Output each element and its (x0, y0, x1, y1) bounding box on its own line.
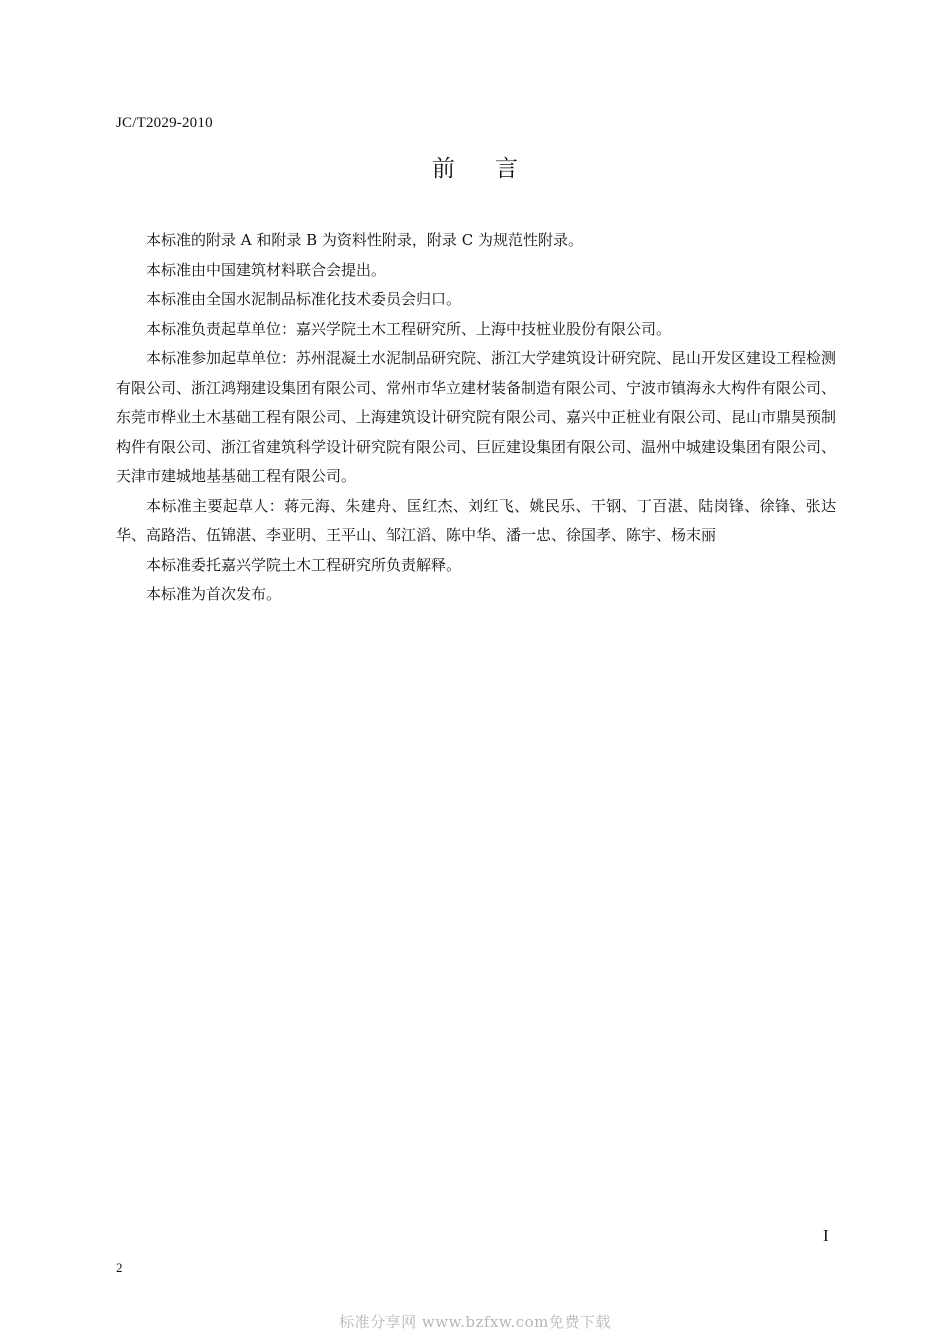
page-title: 前言 (432, 156, 558, 182)
document-body (116, 226, 836, 610)
watermark-text: 标准分享网 www.bzfxw.com免费下载 (339, 1313, 611, 1331)
paragraph-first-release: 本标准为首次发布。 (146, 585, 282, 603)
paragraph-lead-drafters: 本标准负责起草单位：嘉兴学院土木工程研究所、上海中技桩业股份有限公司。 (146, 319, 672, 338)
paragraph-main-drafters: 本标准主要起草人：蒋元海、朱建舟、匡红杰、刘红飞、姚民乐、干钢、丁百湛、陆岗锋、徐锋、张达华、高路浩、伍锦湛、李亚明、王平山、邹江滔、陈中华、潘一忠、徐国孝、陈宇、杨末丽 (116, 496, 836, 544)
roman-page-number: I (823, 1226, 829, 1245)
paragraph-committee: 本标准由全国水泥制品标准化技术委员会归口。 (146, 290, 462, 308)
page-number: 2 (116, 1260, 123, 1275)
document-code: JC/T2029-2010 (116, 115, 213, 131)
paragraph-interpretation: 本标准委托嘉兴学院土木工程研究所负责解释。 (146, 555, 462, 574)
paragraph-proposer: 本标准由中国建筑材料联合会提出。 (146, 260, 387, 279)
paragraph-participating-drafters: 本标准参加起草单位：苏州混凝土水泥制品研究院、浙江大学建筑设计研究院、昆山开发区建设工程检测有限公司、浙江鸿翔建设集团有限公司、常州市华立建材装备制造有限公司、宁波市镇海永大构件有限公司、东莞市桦业土木基础工程有限公司、上海建筑设计研究院有限公司、嘉兴中正桩业有限公司、昆山市鼎昊预制构件有限公司、浙江省建筑科学设计研究院有限公司、巨匠建设集团有限公司、温州中城建设集团有限公司、天津市建城地基基础工程有限公司。 (116, 349, 837, 485)
paragraph-appendix: 本标准的附录 A 和附录 B 为资料性附录，附录 C 为规范性附录。 (146, 231, 583, 249)
